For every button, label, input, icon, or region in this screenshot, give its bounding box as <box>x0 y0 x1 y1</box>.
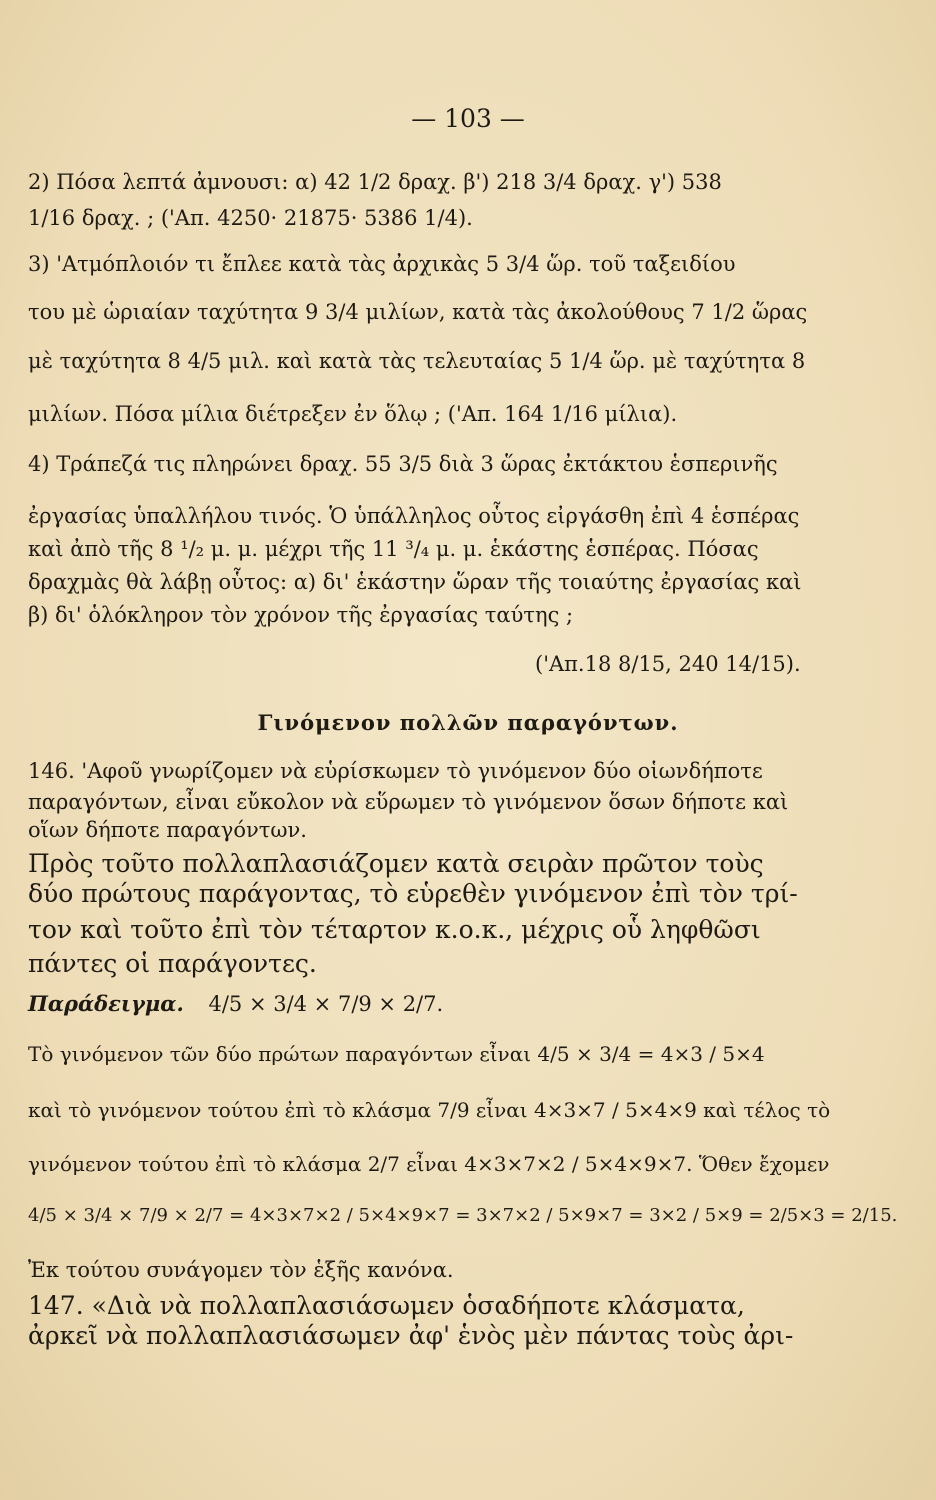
example-line-3: γινόμενον τούτου ἐπὶ τὸ κλάσμα 2/7 εἶναι 4×3×7×2 / 5×4×9×7. Ὅθεν ἔχομεν <box>28 1152 830 1176</box>
example-expression: 4/5 × 3/4 × 7/9 × 2/7. <box>208 992 444 1016</box>
paragraph-147-line-2: ἀρκεῖ νὰ πολλαπλασιάσωμεν ἀφ' ἑνὸς μὲν πάντας τοὺς ἀρι- <box>28 1321 794 1350</box>
paragraph-146-line-5: δύο πρώτους παράγοντας, τὸ εὑρεθὲν γινόμενον ἐπὶ τὸν τρί- <box>28 879 798 908</box>
example-line-5: Ἐκ τούτου συνάγομεν τὸν ἑξῆς κανόνα. <box>28 1258 454 1282</box>
exercise-2-line-1: 2) Πόσα λεπτά ἀμνουσι: α) 42 1/2 δραχ. β') 218 3/4 δραχ. γ') 538 <box>28 170 722 194</box>
page-number: — 103 — <box>411 104 525 133</box>
exercise-4-line-2: ἐργασίας ὑπαλλήλου τινός. Ὁ ὑπάλληλος οὗτος εἰργάσθη ἐπὶ 4 ἑσπέρας <box>28 504 800 528</box>
example-line-1: Τὸ γινόμενον τῶν δύο πρώτων παραγόντων εἶναι 4/5 × 3/4 = 4×3 / 5×4 <box>28 1042 765 1066</box>
paragraph-146-line-3: οἵων δήποτε παραγόντων. <box>28 818 307 842</box>
paragraph-146-line-6: τον καὶ τοῦτο ἐπὶ τὸν τέταρτον κ.ο.κ., μέχρις οὗ ληφθῶσι <box>28 915 761 944</box>
paragraph-146-line-2: παραγόντων, εἶναι εὔκολον νὰ εὕρωμεν τὸ γινόμενον ὅσων δήποτε καὶ <box>28 790 789 814</box>
section-title: Γινόμενον πολλῶν παραγόντων. <box>257 710 679 735</box>
exercise-4-answer: ('Απ.18 8/15, 240 14/15). <box>535 652 801 676</box>
paragraph-146-line-7: πάντες οἱ παράγοντες. <box>28 949 317 978</box>
exercise-4-line-3: καὶ ἀπὸ τῆς 8 ¹/₂ μ. μ. μέχρι τῆς 11 ³/₄ μ. μ. ἑκάστης ἑσπέρας. Πόσας <box>28 537 759 561</box>
exercise-2-line-2: 1/16 δραχ. ; ('Απ. 4250· 21875· 5386 1/4). <box>28 206 473 230</box>
exercise-3-line-2: του μὲ ὡριαίαν ταχύτητα 9 3/4 μιλίων, κατὰ τὰς ἀκολούθους 7 1/2 ὥρας <box>28 300 808 324</box>
example-equation-chain: 4/5 × 3/4 × 7/9 × 2/7 = 4×3×7×2 / 5×4×9×7 = 3×7×2 / 5×9×7 = 3×2 / 5×9 = 2/5×3 = 2/15. <box>28 1205 898 1226</box>
example-label: Παράδειγμα. <box>28 991 184 1016</box>
example-heading <box>28 990 818 1018</box>
exercise-4-line-5: β) δι' ὁλόκληρον τὸν χρόνον τῆς ἐργασίας ταύτης ; <box>28 603 574 627</box>
paragraph-147-line-1: 147. «Διὰ νὰ πολλαπλασιάσωμεν ὁσαδήποτε κλάσματα, <box>28 1291 745 1320</box>
exercise-3-line-1: 3) 'Ατμόπλοιόν τι ἔπλεε κατὰ τὰς ἀρχικὰς 5 3/4 ὥρ. τοῦ ταξειδίου <box>28 252 736 276</box>
paragraph-146-line-4: Πρὸς τοῦτο πολλαπλασιάζομεν κατὰ σειρὰν πρῶτον τοὺς <box>28 849 764 878</box>
exercise-4-line-1: 4) Τράπεζά τις πληρώνει δραχ. 55 3/5 διὰ 3 ὥρας ἐκτάκτου ἑσπερινῆς <box>28 452 778 476</box>
example-line-2: καὶ τὸ γινόμενον τούτου ἐπὶ τὸ κλάσμα 7/9 εἶναι 4×3×7 / 5×4×9 καὶ τέλος τὸ <box>28 1098 831 1122</box>
exercise-4-line-4: δραχμὰς θὰ λάβῃ οὗτος: α) δι' ἑκάστην ὥραν τῆς τοιαύτης ἐργασίας καὶ <box>28 570 802 594</box>
exercise-3-line-3: μὲ ταχύτητα 8 4/5 μιλ. καὶ κατὰ τὰς τελευταίας 5 1/4 ὥρ. μὲ ταχύτητα 8 <box>28 349 806 373</box>
exercise-3-line-4: μιλίων. Πόσα μίλια διέτρεξεν ἐν ὅλῳ ; ('Απ. 164 1/16 μίλια). <box>28 402 678 426</box>
paragraph-146-line-1: 146. 'Αφοῦ γνωρίζομεν νὰ εὑρίσκωμεν τὸ γινόμενον δύο οἱωνδήποτε <box>28 759 763 783</box>
